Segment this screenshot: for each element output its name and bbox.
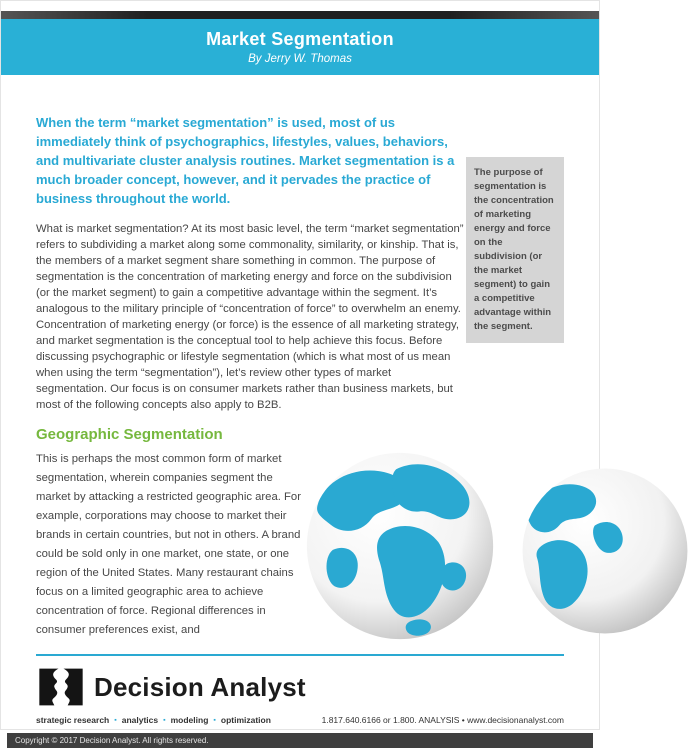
page-title: Market Segmentation	[206, 29, 394, 49]
footer-divider	[36, 654, 564, 656]
globes-illustration	[304, 450, 599, 642]
article-content	[1, 113, 599, 726]
tagline-separator-icon: ▪	[163, 716, 166, 724]
tagline-item: analytics	[121, 715, 159, 725]
geographic-section	[36, 450, 599, 642]
contact-info: 1.817.640.6166 or 1.800. ANALYSIS • www.decisionanalyst.com	[321, 715, 564, 725]
intro-paragraph: When the term “market segmentation” is used, most of us immediately think of psychographics, lifestyles, values, behaviors, and multivariate cluster analysis routines. Market segmentation is a much broader concept, however, and it pervades the practice of business throughout the world.	[36, 115, 455, 206]
brand-name: Decision Analyst	[94, 671, 306, 702]
tagline-separator-icon: ▪	[114, 716, 117, 724]
header-banner	[1, 19, 599, 75]
copyright-text: Copyright © 2017 Decision Analyst. All rights reserved.	[15, 736, 209, 745]
tagline-item: modeling	[170, 715, 209, 725]
globe-icon	[304, 450, 496, 642]
copyright-bar	[7, 733, 593, 748]
page-footer	[36, 664, 564, 726]
byline: By Jerry W. Thomas	[248, 53, 352, 65]
decision-analyst-logo-icon	[36, 666, 86, 708]
tagline-separator-icon: ▪	[213, 716, 216, 724]
geographic-paragraph: This is perhaps the most common form of market segmentation, wherein companies segment the market by attacking a restricted geographic area. For example, corporations may choose to market their brands in certain countries, but not in others. A brand could be sold only in one market, one state, or one region of the United States. Many restaurant chains focus on a limited geographic area to achieve concentration of force. Regional differences in consumer preferences exist, and	[36, 453, 301, 636]
partial-globe-icon	[520, 466, 690, 636]
body-paragraph: What is market segmentation? At its most basic level, the term “market segmentation” refers to subdividing a market along some commonality, similarity, or kinship. That is, the members of a market segment share something in common. The purpose of segmentation is the concentration of marketing energy and force on the subdivision (or the market segment) to gain a competitive advantage within the segment. It’s analogous to the military principle of “concentration of force” to overwhelm an enemy. Concentration of marketing energy (or force) is the essence of all marketing strategy, and market segmentation is the conceptual tool to help achieve this focus. Before discussing psychographic or lifestyle segmentation (which is what most of us mean when using the term “segmentation”), let’s review other types of market segmentation. Our focus is on consumer markets rather than business markets, but most of the following concepts also apply to B2B.	[36, 223, 464, 411]
logo-row	[36, 664, 564, 710]
tagline-item: strategic research	[36, 715, 110, 725]
footer-meta-row	[36, 714, 564, 726]
section-heading-geographic: Geographic Segmentation	[36, 426, 223, 443]
tagline-item: optimization	[220, 715, 271, 725]
tagline	[36, 715, 271, 725]
top-decorative-strip	[1, 11, 599, 19]
pull-quote-box: The purpose of segmentation is the concentration of marketing energy and force on the subdivision (or the market segment) to gain a competitive advantage within the segment.	[466, 157, 564, 343]
